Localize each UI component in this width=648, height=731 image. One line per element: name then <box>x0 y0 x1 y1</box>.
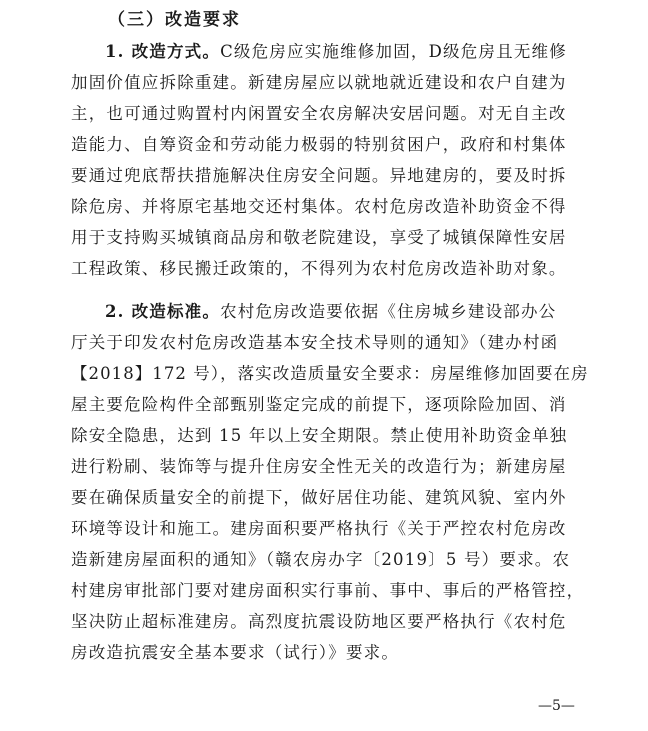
paragraph-2-line: 村建房审批部门要对建房面积实行事前、事中、事后的严格管控， <box>71 581 585 600</box>
page-number: —5— <box>538 698 575 714</box>
paragraph-1-line-1-text: C级危房应实施维修加固，D级危房且无维修 <box>220 42 567 61</box>
paragraph-1-line: 加固价值应拆除重建。新建房屋应以就地就近建设和农户自建为 <box>71 73 567 92</box>
paragraph-1-line: 用于支持购买城镇商品房和敬老院建设，享受了城镇保障性安居 <box>71 228 567 247</box>
paragraph-1-line: 除危房、并将原宅基地交还村集体。农村危房改造补助资金不得 <box>71 197 567 216</box>
paragraph-2-line: 【2018】172 号），落实改造质量安全要求：房屋维修加固要在房 <box>71 364 589 383</box>
paragraph-2-line: 坚决防止超标准建房。高烈度抗震设防地区要严格执行《农村危 <box>71 612 567 631</box>
paragraph-2-line: 屋主要危险构件全部甄别鉴定完成的前提下，逐项除险加固、消 <box>71 395 567 414</box>
paragraph-2-lead: 2. 改造标准。 <box>105 302 221 321</box>
paragraph-2-line: 除安全隐患，达到 15 年以上安全期限。禁止使用补助资金单独 <box>71 426 568 445</box>
paragraph-2-line: 厅关于印发农村危房改造基本安全技术导则的通知》（建办村函 <box>71 333 559 352</box>
paragraph-1-line-1 <box>105 40 567 64</box>
paragraph-2-line: 要在确保质量安全的前提下，做好居住功能、建筑风貌、室内外 <box>71 488 567 507</box>
section-heading: （三）改造要求 <box>108 10 241 30</box>
paragraph-2-line-1 <box>105 300 556 324</box>
paragraph-1-lead: 1. 改造方式。 <box>105 42 221 61</box>
paragraph-1-line: 主，也可通过购置村内闲置安全农房解决安居问题。对无自主改 <box>71 104 567 123</box>
paragraph-1-line: 要通过兜底帮扶措施解决住房安全问题。异地建房的，要及时拆 <box>71 166 567 185</box>
paragraph-2-line: 环境等设计和施工。建房面积要严格执行《关于严控农村危房改 <box>71 519 567 538</box>
paragraph-2-line-1-text: 农村危房改造要依据《住房城乡建设部办公 <box>220 302 557 321</box>
paragraph-2-line: 进行粉刷、装饰等与提升住房安全性无关的改造行为；新建房屋 <box>71 457 567 476</box>
paragraph-1-line: 造能力、自筹资金和劳动能力极弱的特别贫困户，政府和村集体 <box>71 135 567 154</box>
paragraph-2-line: 房改造抗震安全基本要求（试行）》要求。 <box>71 643 400 662</box>
paragraph-2-line: 造新建房屋面积的通知》（赣农房办字〔2019〕5 号）要求。农 <box>71 550 571 569</box>
paragraph-1-line: 工程政策、移民搬迁政策的，不得列为农村危房改造补助对象。 <box>71 259 567 278</box>
